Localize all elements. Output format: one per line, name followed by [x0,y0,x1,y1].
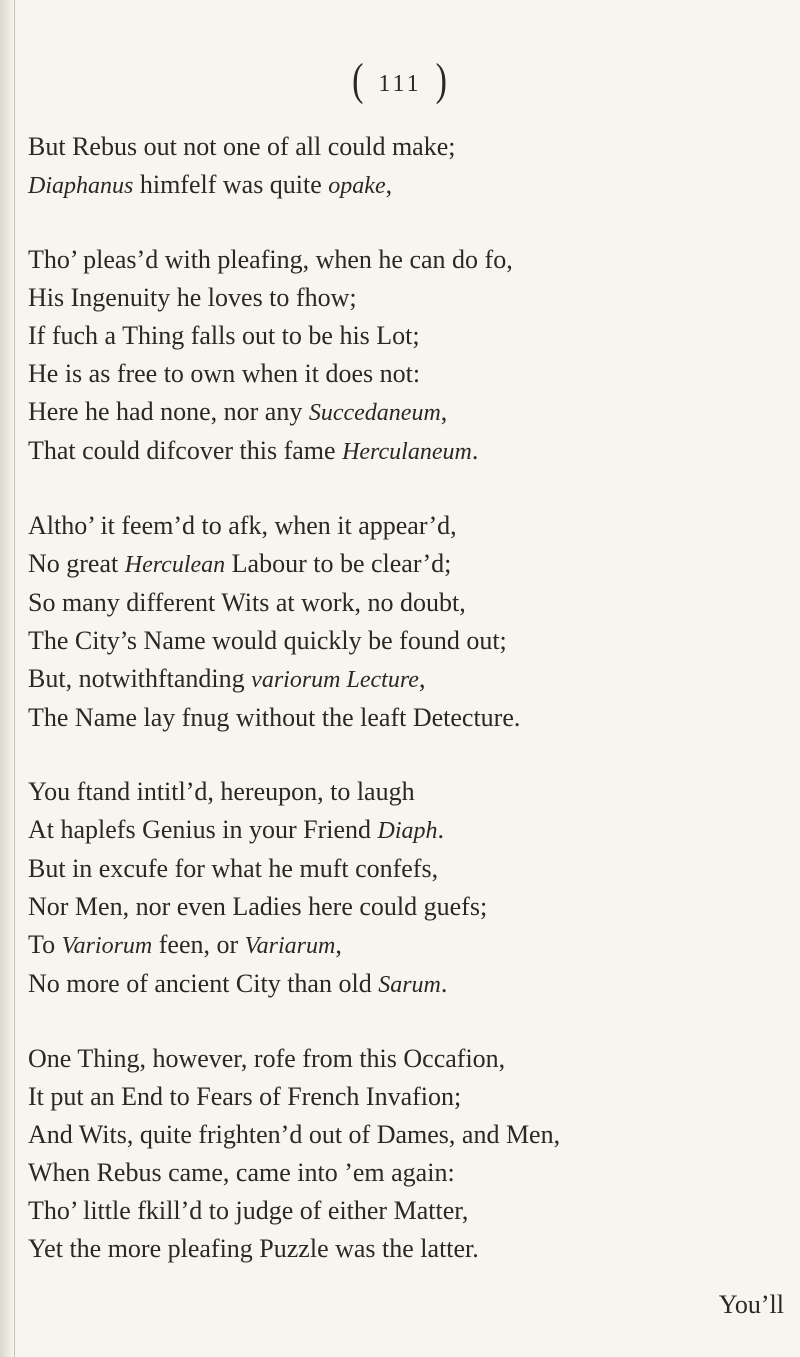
verse-line [28,432,788,471]
verse-text: When Rebus came, came into ’em again: [28,1158,455,1187]
verse-line [28,166,788,205]
verse-line [28,584,788,622]
verse-text: It put an End to Fears of French Invafion; [28,1082,462,1111]
verse-text: And Wits, quite frighten’d out of Dames, and Men, [28,1120,561,1149]
verse-line [28,1116,788,1154]
verse-line [28,622,788,660]
italic-word: Variarum [244,933,336,959]
poem-body [28,128,788,1304]
italic-word: Diaph [377,818,438,844]
verse-text: Altho’ it feem’d to afk, when it appear’d, [28,511,457,540]
page-number: 111 [378,71,422,97]
verse-text: One Thing, however, rofe from this Occafion, [28,1044,506,1073]
verse-text: But Rebus out not one of all could make; [28,132,456,161]
verse-text: At haplefs Genius in your Friend [28,815,378,844]
verse-text: . [440,969,448,998]
verse-line [28,811,788,850]
italic-word: Variorum [61,933,153,959]
stanza [28,507,788,737]
page-binding-line [14,0,15,1357]
verse-text: , [335,930,342,959]
verse-line [28,317,788,355]
verse-text: The City’s Name would quickly be found out; [28,626,507,655]
verse-line [28,850,788,888]
verse-text: No great [28,549,125,578]
verse-text: But, notwithftanding [28,664,252,693]
italic-word: Sarum [378,972,441,998]
italic-word: Herculaneum [342,439,472,465]
verse-line [28,965,788,1004]
verse-text: If fuch a Thing falls out to be his Lot; [28,321,420,350]
verse-text: himfelf was quite [133,170,329,199]
verse-text: Tho’ pleas’d with pleafing, when he can do fo, [28,245,513,274]
verse-line [28,926,788,965]
verse-text: You ftand intitl’d, hereupon, to laugh [28,777,415,806]
verse-text: He is as free to own when it does not: [28,359,421,388]
verse-text: Labour to be clear’d; [225,549,452,578]
stanza [28,1040,788,1268]
verse-text: Tho’ little fkill’d to judge of either Matter, [28,1196,469,1225]
open-paren: ( [352,55,365,106]
verse-text: feen, or [152,930,245,959]
verse-line [28,1078,788,1116]
verse-text: No more of ancient City than old [28,969,379,998]
verse-line [28,773,788,811]
verse-line [28,507,788,545]
verse-line [28,355,788,393]
italic-word: Diaphanus [28,173,134,199]
italic-word: Succedaneum [308,400,441,426]
page-binding-edge [0,0,14,1357]
verse-line [28,660,788,699]
verse-line [28,128,788,166]
catchword: You’ll [718,1290,784,1319]
verse-line [28,279,788,317]
verse-line [28,1230,788,1268]
italic-word: Herculean [124,552,226,578]
verse-line [28,699,788,737]
verse-line [28,1154,788,1192]
verse-text: , [385,170,393,199]
verse-line [28,545,788,584]
page-number-header [0,55,800,106]
verse-text: Here he had none, nor any [28,397,309,426]
stanza [28,773,788,1004]
verse-text: , [418,664,426,693]
stanza [28,241,788,471]
verse-text: But in excufe for what he muft confefs, [28,854,439,883]
verse-line [28,888,788,926]
verse-text: His Ingenuity he loves to fhow; [28,283,357,312]
verse-text: To [28,930,62,959]
verse-text: That could difcover this fame [28,436,343,465]
italic-word: opake [328,173,386,199]
verse-line [28,1040,788,1078]
verse-line [28,393,788,432]
close-paren: ) [435,55,448,106]
stanza [28,128,788,205]
italic-word: variorum Lecture [251,667,419,693]
verse-text: Nor Men, nor even Ladies here could guefs; [28,892,488,921]
verse-line [28,1192,788,1230]
verse-line [28,241,788,279]
verse-text: , [440,397,448,426]
verse-text: . [471,436,479,465]
verse-text: The Name lay fnug without the leaft Detecture. [28,703,521,732]
verse-text: Yet the more pleafing Puzzle was the latter. [28,1234,479,1263]
verse-text: . [437,815,445,844]
verse-text: So many different Wits at work, no doubt, [28,588,466,617]
